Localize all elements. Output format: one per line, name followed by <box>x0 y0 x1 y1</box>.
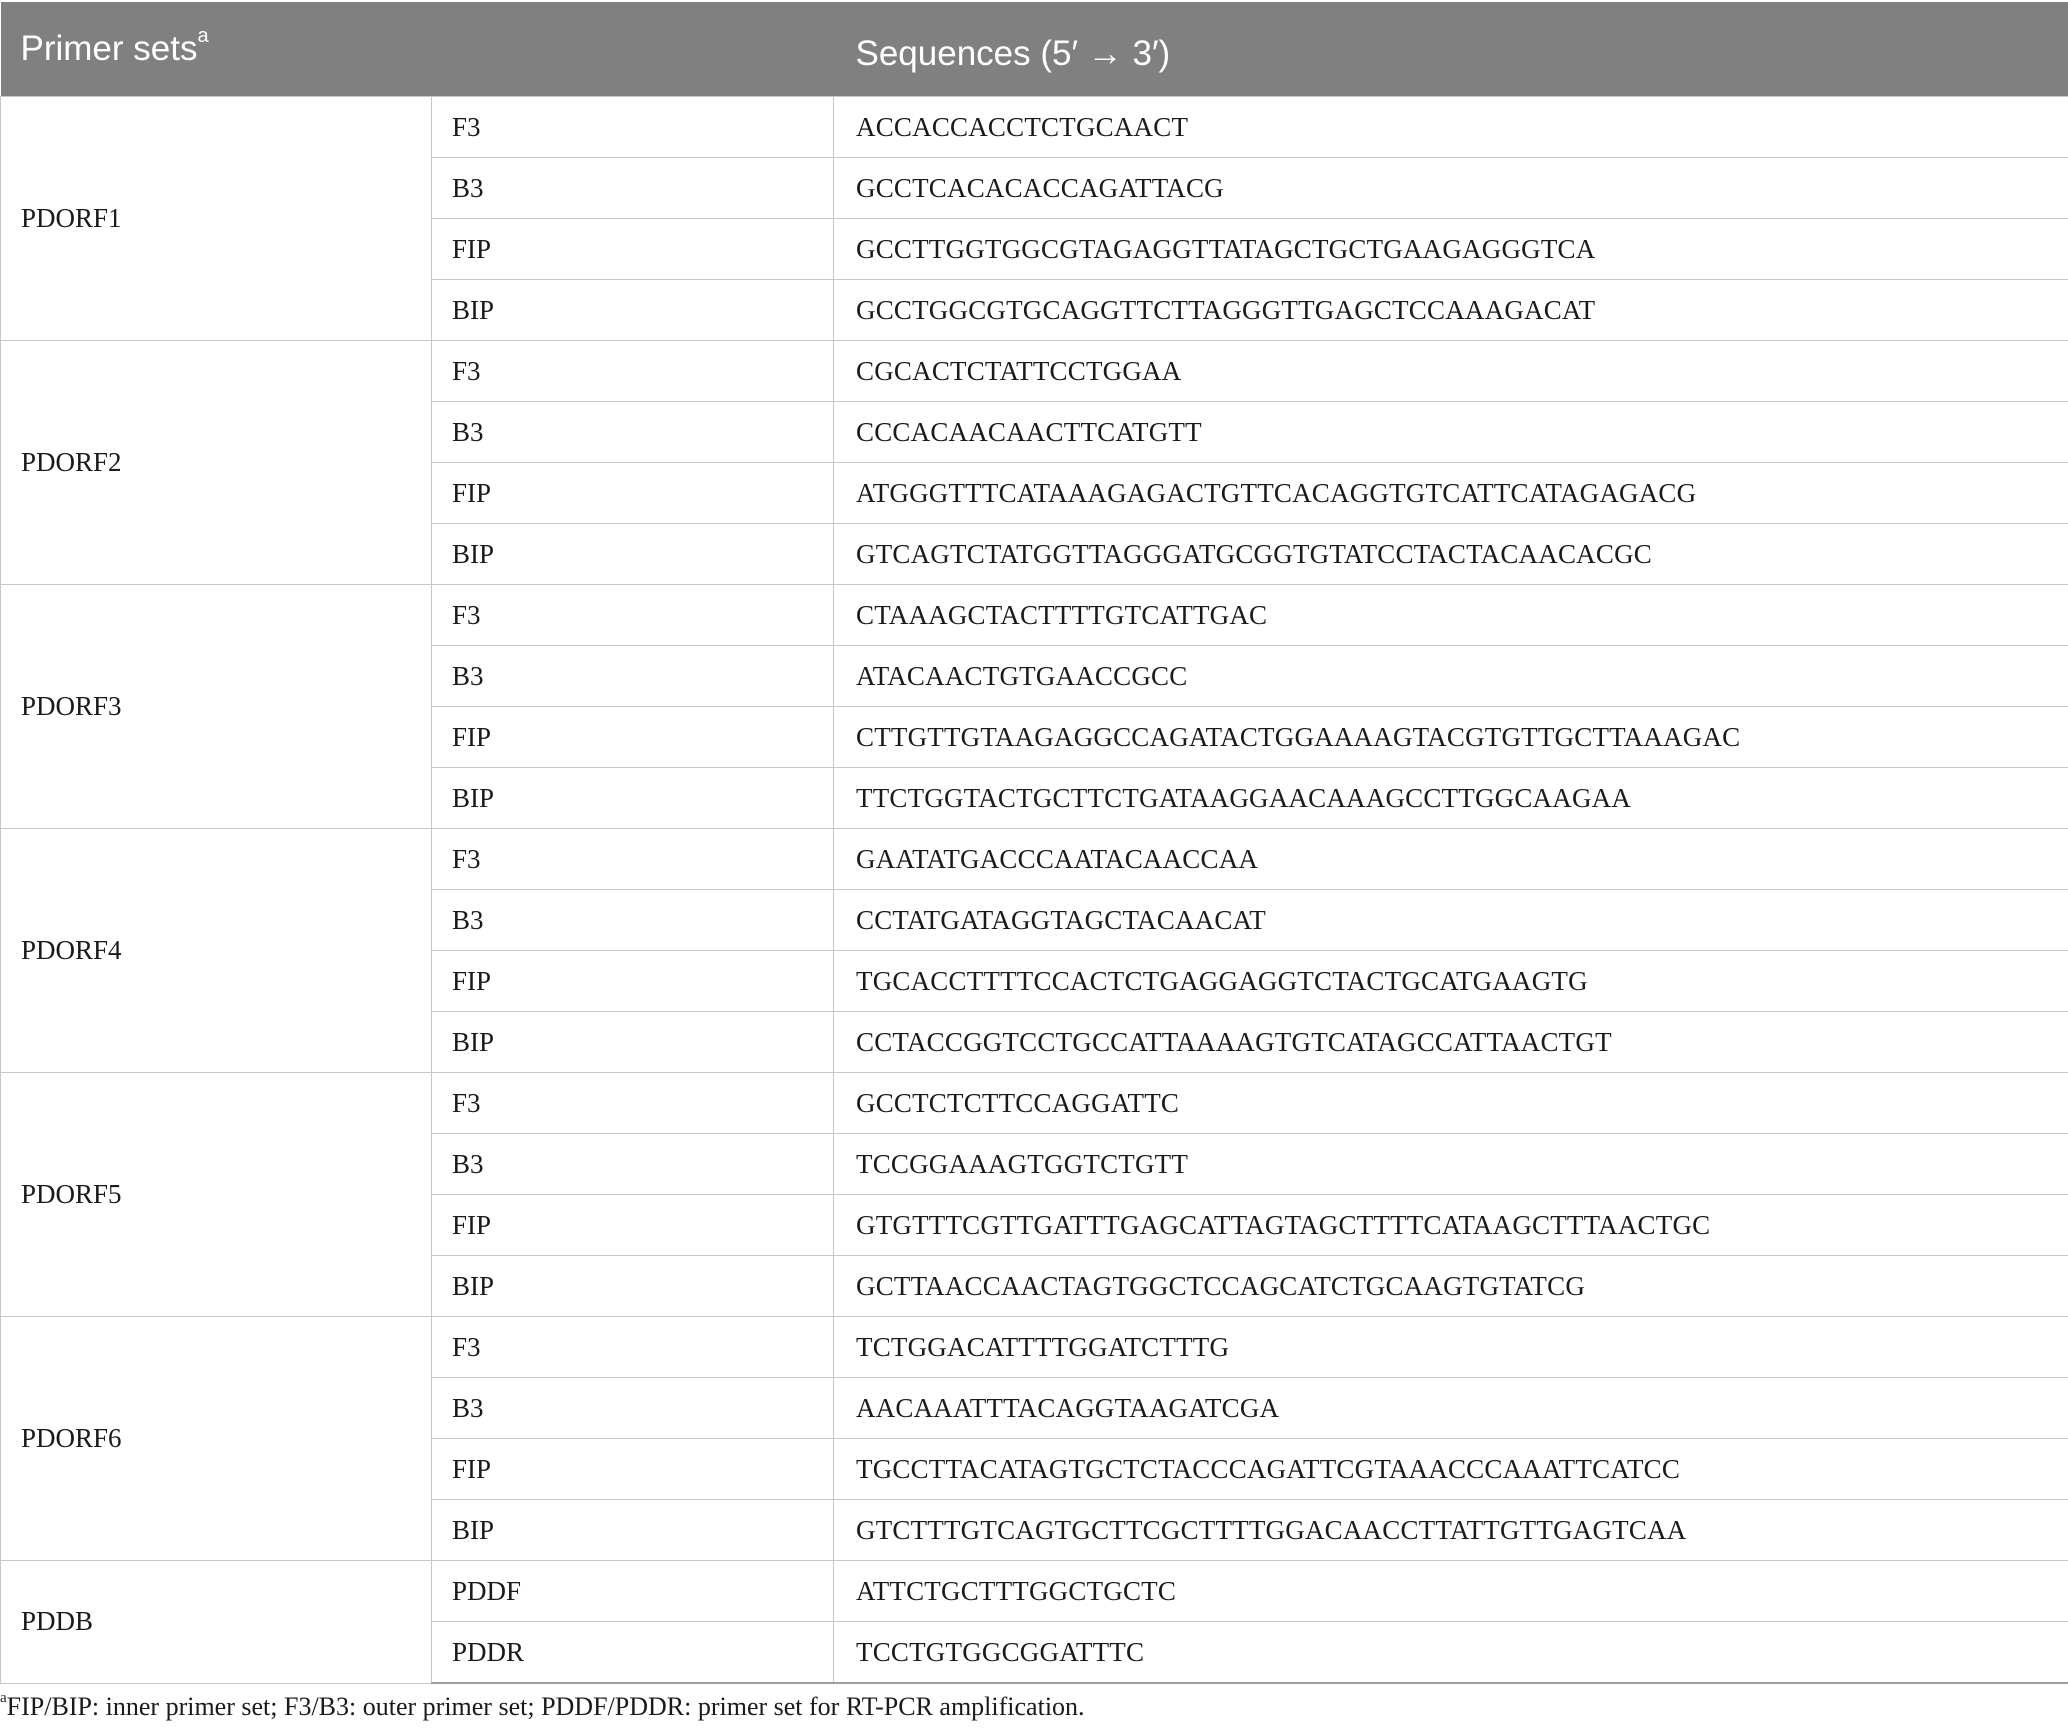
primer-name: B3 <box>432 646 834 707</box>
table-row <box>1 1317 2068 1378</box>
primer-sequence: GCTTAACCAACTAGTGGCTCCAGCATCTGCAAGTGTATCG <box>834 1256 2068 1317</box>
primer-sequence: GTGTTTCGTTGATTTGAGCATTAGTAGCTTTTCATAAGCTTTAACTGC <box>834 1195 2068 1256</box>
primer-name: F3 <box>432 97 834 158</box>
header-primer-sets <box>1 2 834 97</box>
primer-name: FIP <box>432 463 834 524</box>
primer-name: BIP <box>432 768 834 829</box>
primer-sequence: TCCTGTGGCGGATTTC <box>834 1622 2068 1684</box>
primer-sequence: ATACAACTGTGAACCGCC <box>834 646 2068 707</box>
table-footnote <box>0 1692 1085 1722</box>
primer-set-name: PDORF6 <box>1 1317 432 1561</box>
primer-sequence: TGCCTTACATAGTGCTCTACCCAGATTCGTAAACCCAAATTCATCC <box>834 1439 2068 1500</box>
table-row <box>1 829 2068 890</box>
primer-sequence: CTAAAGCTACTTTTGTCATTGAC <box>834 585 2068 646</box>
primer-sequence: ATGGGTTTCATAAAGAGACTGTTCACAGGTGTCATTCATAGAGACG <box>834 463 2068 524</box>
primer-set-name: PDORF5 <box>1 1073 432 1317</box>
primer-table <box>0 2 2068 1684</box>
primer-name: B3 <box>432 1134 834 1195</box>
primer-sequence: GCCTGGCGTGCAGGTTCTTAGGGTTGAGCTCCAAAGACAT <box>834 280 2068 341</box>
primer-name: FIP <box>432 951 834 1012</box>
table-body <box>1 97 2068 1684</box>
primer-sequence: GTCTTTGTCAGTGCTTCGCTTTTGGACAACCTTATTGTTGAGTCAA <box>834 1500 2068 1561</box>
primer-sequence: GCCTTGGTGGCGTAGAGGTTATAGCTGCTGAAGAGGGTCA <box>834 219 2068 280</box>
primer-sequence: ACCACCACCTCTGCAACT <box>834 97 2068 158</box>
primer-sequence: GCCTCACACACCAGATTACG <box>834 158 2068 219</box>
primer-sequence: CCTATGATAGGTAGCTACAACAT <box>834 890 2068 951</box>
primer-sequence: TTCTGGTACTGCTTCTGATAAGGAACAAAGCCTTGGCAAGAA <box>834 768 2068 829</box>
primer-sequence: TCCGGAAAGTGGTCTGTT <box>834 1134 2068 1195</box>
primer-name: B3 <box>432 402 834 463</box>
primer-table-container <box>0 2 2068 1684</box>
primer-sequence: CCCACAACAACTTCATGTT <box>834 402 2068 463</box>
primer-name: F3 <box>432 829 834 890</box>
primer-name: BIP <box>432 524 834 585</box>
primer-name: BIP <box>432 1500 834 1561</box>
primer-sequence: CCTACCGGTCCTGCCATTAAAAGTGTCATAGCCATTAACTGT <box>834 1012 2068 1073</box>
table-row <box>1 341 2068 402</box>
primer-name: B3 <box>432 890 834 951</box>
primer-name: F3 <box>432 341 834 402</box>
primer-set-name: PDORF3 <box>1 585 432 829</box>
primer-sequence: CGCACTCTATTCCTGGAA <box>834 341 2068 402</box>
primer-name: BIP <box>432 280 834 341</box>
primer-sequence: GTCAGTCTATGGTTAGGGATGCGGTGTATCCTACTACAACACGC <box>834 524 2068 585</box>
primer-name: B3 <box>432 158 834 219</box>
table-row <box>1 585 2068 646</box>
primer-name: F3 <box>432 1317 834 1378</box>
table-header <box>1 2 2068 97</box>
primer-name: FIP <box>432 219 834 280</box>
primer-sequence: TCTGGACATTTTGGATCTTTG <box>834 1317 2068 1378</box>
primer-set-name: PDDB <box>1 1561 432 1684</box>
table-row <box>1 97 2068 158</box>
header-footnote-marker: a <box>197 25 209 47</box>
primer-name: F3 <box>432 1073 834 1134</box>
primer-name: BIP <box>432 1012 834 1073</box>
table-row <box>1 1073 2068 1134</box>
primer-name: FIP <box>432 707 834 768</box>
primer-sequence: GCCTCTCTTCCAGGATTC <box>834 1073 2068 1134</box>
header-sequences: Sequences (5′ → 3′) <box>834 2 2068 97</box>
primer-sequence: ATTCTGCTTTGGCTGCTC <box>834 1561 2068 1622</box>
primer-set-name: PDORF2 <box>1 341 432 585</box>
primer-sequence: CTTGTTGTAAGAGGCCAGATACTGGAAAAGTACGTGTTGCTTAAAGAC <box>834 707 2068 768</box>
footnote-text: FIP/BIP: inner primer set; F3/B3: outer primer set; PDDF/PDDR: primer set for RT-PCR amplification. <box>6 1692 1085 1721</box>
primer-sequence: GAATATGACCCAATACAACCAA <box>834 829 2068 890</box>
primer-set-name: PDORF1 <box>1 97 432 341</box>
primer-name: BIP <box>432 1256 834 1317</box>
primer-name: F3 <box>432 585 834 646</box>
header-row <box>1 2 2068 97</box>
primer-name: PDDF <box>432 1561 834 1622</box>
primer-name: PDDR <box>432 1622 834 1684</box>
primer-sequence: AACAAATTTACAGGTAAGATCGA <box>834 1378 2068 1439</box>
table-row <box>1 1561 2068 1622</box>
primer-set-name: PDORF4 <box>1 829 432 1073</box>
footnote-marker: a <box>0 1690 7 1706</box>
primer-name: B3 <box>432 1378 834 1439</box>
header-primer-sets-label: Primer sets <box>20 29 198 68</box>
primer-name: FIP <box>432 1439 834 1500</box>
primer-sequence: TGCACCTTTTCCACTCTGAGGAGGTCTACTGCATGAAGTG <box>834 951 2068 1012</box>
primer-name: FIP <box>432 1195 834 1256</box>
